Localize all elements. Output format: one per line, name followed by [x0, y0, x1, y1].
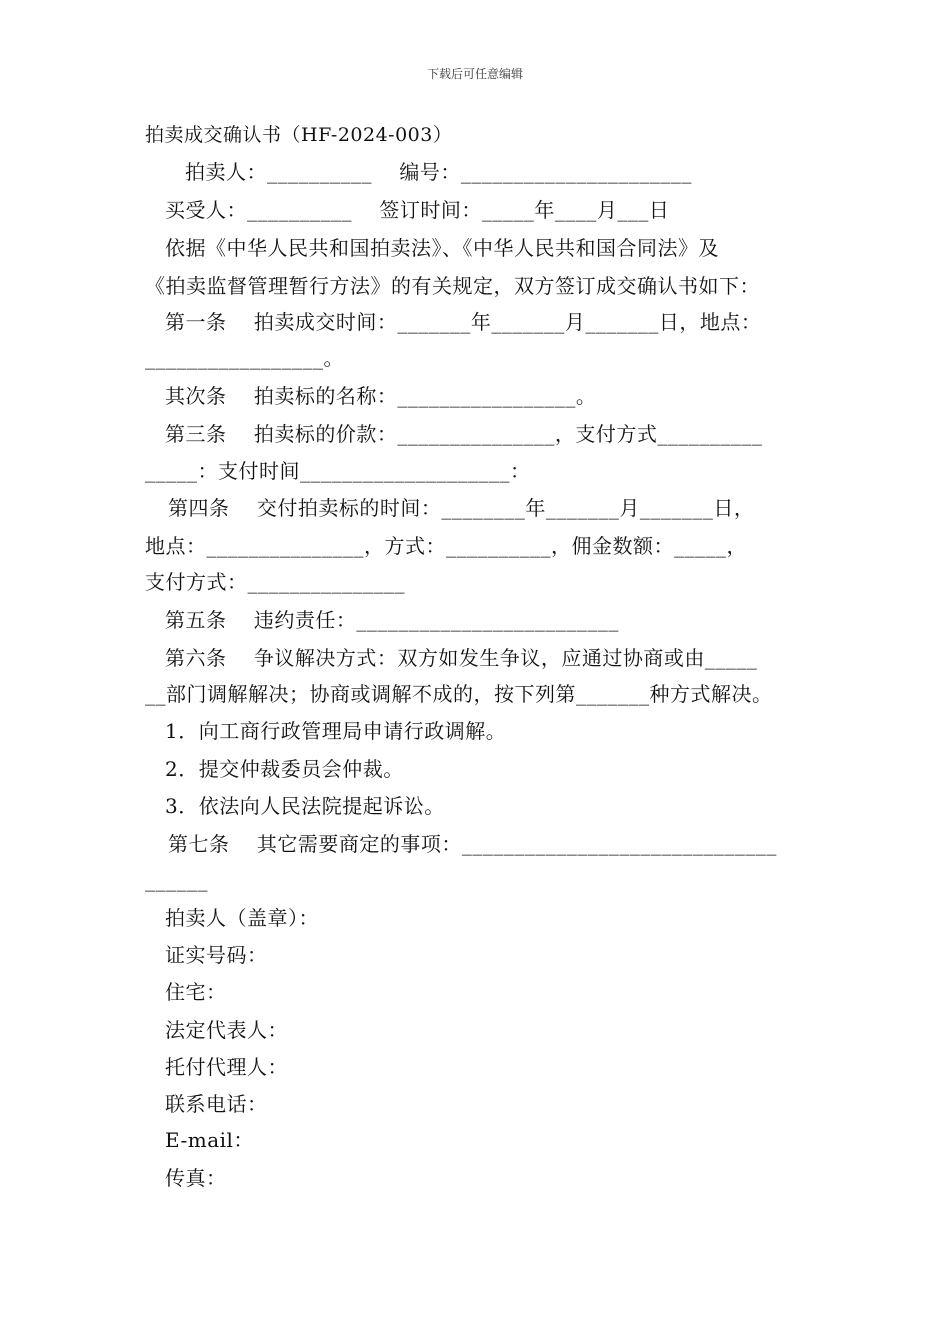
phone-label: 联系电话： — [165, 1092, 268, 1116]
article-5-line: 第五条 违约责任：_________________________ — [165, 608, 619, 632]
article-6-line-2: __部门调解解决；协商或调解不成的，按下列第_______种方式解决。 — [145, 682, 773, 706]
option-3-line: 3．依法向人民法院提起诉讼。 — [165, 794, 445, 818]
article-3-line-2: _____：支付时间____________________： — [145, 459, 531, 483]
fax-label: 传真： — [165, 1166, 227, 1190]
article-3-line-1: 第三条 拍卖标的价款：_______________，支付方式__________ — [165, 422, 763, 446]
basis-line-2: 《拍卖监督管理暂行方法》的有关规定，双方签订成交确认书如下： — [145, 274, 760, 298]
article-4-line-2: 地点：_______________，方式：__________，佣金数额：_____， — [145, 534, 747, 558]
auctioneer-number-line: 拍卖人：__________ 编号：______________________ — [185, 160, 692, 184]
article-4-line-3: 支付方式：_______________ — [145, 570, 405, 594]
article-1-line-2: _________________。 — [145, 346, 344, 370]
article-4-line-1: 第四条 交付拍卖标的时间：________年_______月_______日， — [168, 496, 755, 520]
article-7-line-2: ______ — [145, 868, 208, 892]
option-1-line: 1．向工商行政管理局申请行政调解。 — [165, 719, 507, 743]
article-6-line-1: 第六条 争议解决方式：双方如发生争议，应通过协商或由_____ — [165, 646, 758, 670]
basis-line-1: 依据《中华人民共和国拍卖法》、《中华人民共和国合同法》及 — [165, 236, 719, 260]
legal-representative-label: 法定代表人： — [165, 1018, 288, 1042]
entrusted-agent-label: 托付代理人： — [165, 1055, 288, 1079]
email-label: E-mail： — [165, 1128, 254, 1152]
article-7-line-1: 第七条 其它需要商定的事项：______________________________ — [168, 832, 777, 856]
id-number-label: 证实号码： — [165, 943, 268, 967]
option-2-line: 2．提交仲裁委员会仲裁。 — [165, 757, 404, 781]
article-1-line-1: 第一条 拍卖成交时间：_______年_______月_______日，地点： — [165, 310, 762, 334]
article-2-line: 其次条 拍卖标的名称：_________________。 — [165, 384, 597, 408]
document-title: 拍卖成交确认书（HF-2024-003） — [145, 124, 453, 146]
auctioneer-seal-label: 拍卖人（盖章）： — [165, 906, 319, 930]
address-label: 住宅： — [165, 980, 227, 1004]
buyer-date-line: 买受人：__________ 签订时间：_____年____月___日 — [165, 198, 670, 222]
page-header-note: 下载后可任意编辑 — [426, 67, 523, 81]
